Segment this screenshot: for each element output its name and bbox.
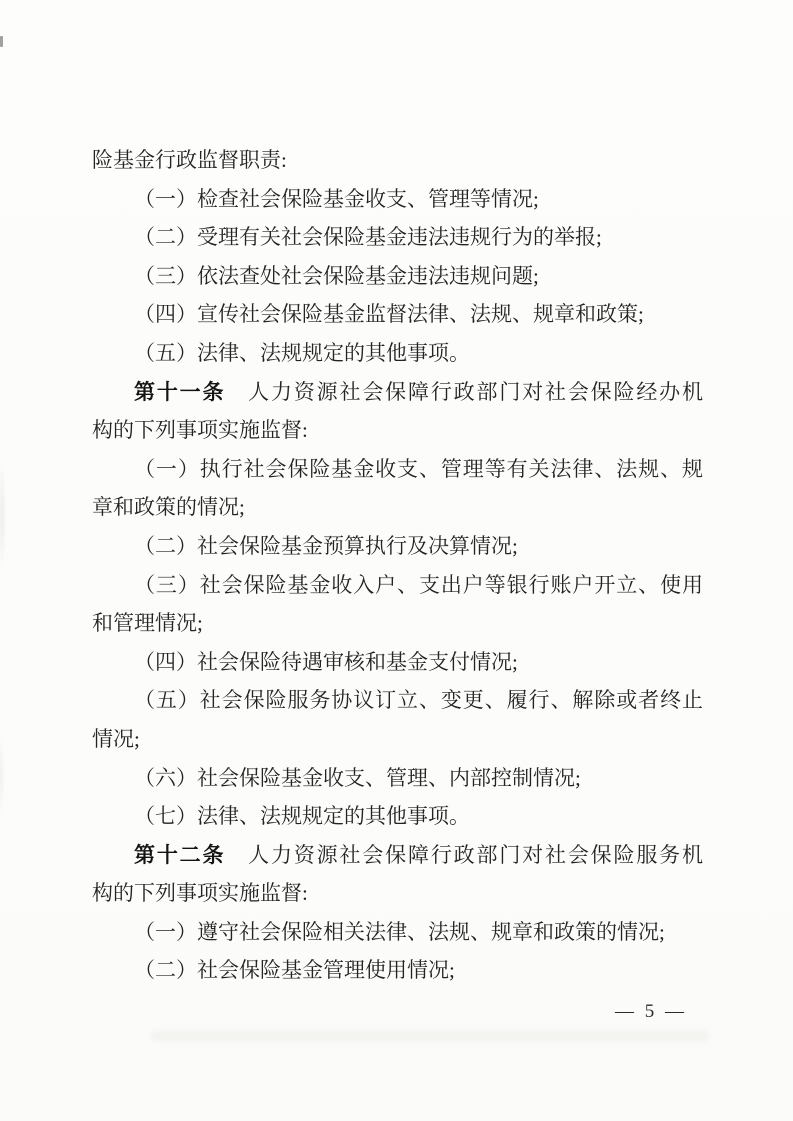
article-number: 第十二条 [134,842,226,867]
text-line: （五）法律、法规规定的其他事项。 [134,340,470,365]
text-line: （二）社会保险基金管理使用情况; [134,958,455,983]
scan-bleed-artifact [150,1030,710,1042]
text-line: 险基金行政监督职责: [92,148,287,172]
text-line: （六）社会保险基金收支、管理、内部控制情况; [134,765,581,790]
text-line: （二）受理有关社会保险基金违法违规行为的举报; [134,225,602,250]
text-line: （一）遵守社会保险相关法律、法规、规章和政策的情况; [134,919,665,944]
document-body [92,141,703,990]
text-line: 第十一条 人力资源社会保障行政部门对社会保险经办机 [134,379,704,404]
scan-edge-mark [0,36,3,47]
text-line: （二）社会保险基金预算执行及决算情况; [134,533,518,558]
scan-smudge [0,458,7,573]
text-line: 章和政策的情况; [92,495,245,520]
text-line: （三）依法查处社会保险基金违法违规问题; [134,263,539,288]
text-line: （四）社会保险待遇审核和基金支付情况; [134,649,518,674]
text-line: 第十二条 人力资源社会保障行政部门对社会保险服务机 [134,842,704,867]
article-number: 第十一条 [134,379,226,404]
text-line: （一）检查社会保险基金收支、管理等情况; [134,186,539,211]
text-line: （七）法律、法规规定的其他事项。 [134,804,470,829]
text-line: （一）执行社会保险基金收支、管理等有关法律、法规、规 [134,456,703,481]
text-line: 构的下列事项实施监督: [92,418,308,443]
text-line: （三）社会保险基金收入户、支出户等银行账户开立、使用 [134,572,703,597]
text-line: 和管理情况; [92,611,203,636]
text-line: （五）社会保险服务协议订立、变更、履行、解除或者终止 [134,688,703,713]
page-number: — 5 — [615,1001,687,1022]
text-line: （四）宣传社会保险基金监督法律、法规、规章和政策; [134,302,644,327]
scan-smudge [0,735,5,815]
text-line: 情况; [92,726,140,751]
text-line: 构的下列事项实施监督: [92,881,308,906]
